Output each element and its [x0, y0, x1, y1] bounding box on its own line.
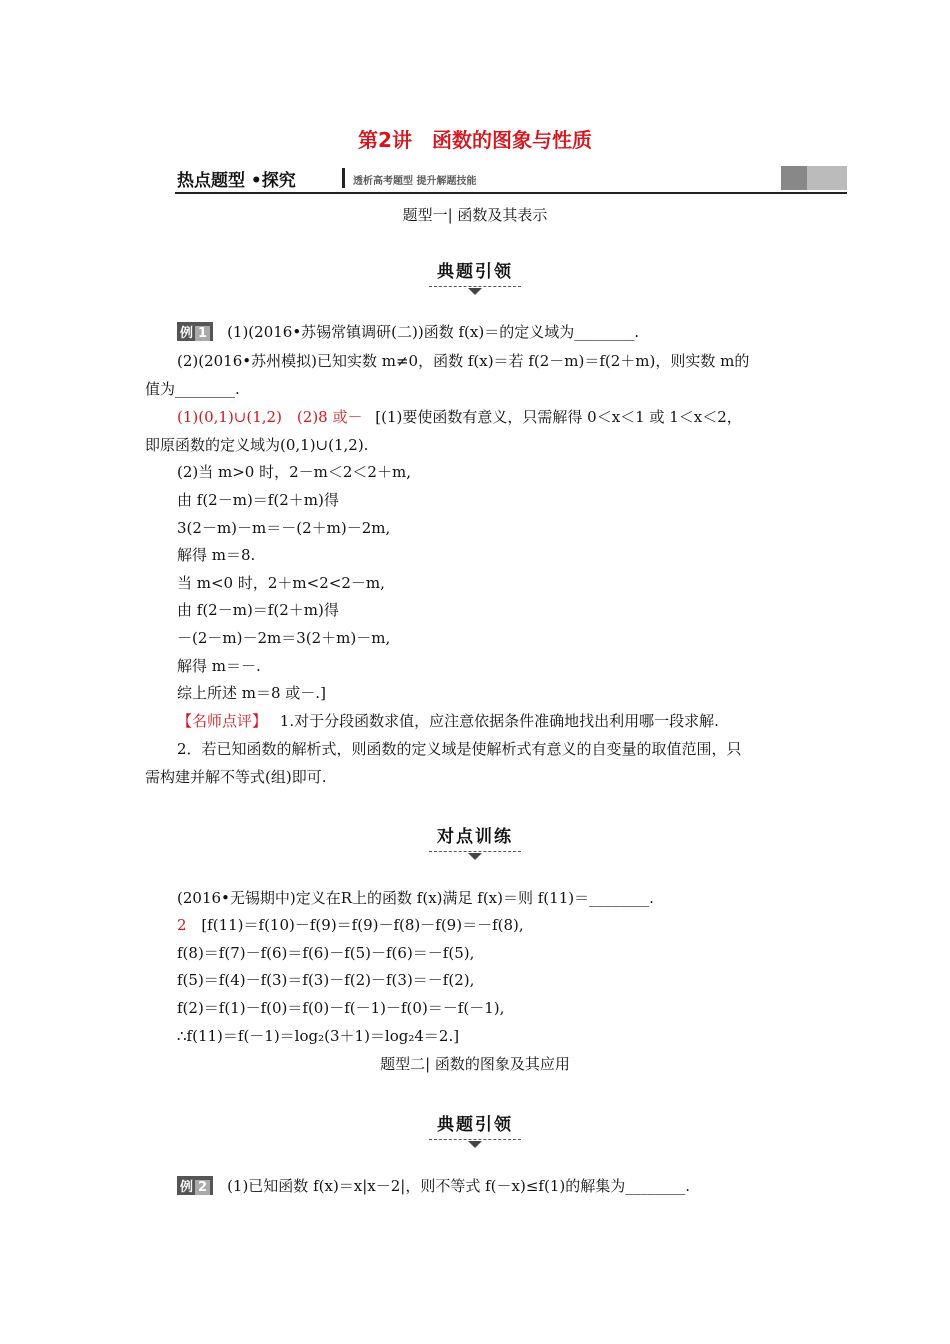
guide-heading-2: [425, 822, 525, 860]
example-1-tag: [177, 322, 213, 341]
solution-line: －(2－m)－2m＝3(2＋m)－m,: [177, 629, 391, 647]
solution-line: (2)当 m>0 时，2－m＜2＜2＋m,: [177, 463, 411, 481]
example-1-question-2b: 值为________.: [145, 380, 240, 398]
example-1-answer: (1)(0,1)∪(1,2) (2)8 或－: [177, 408, 363, 426]
solution-text: [f(11)＝f(10)－f(9)＝f(9)－f(8)－f(9)＝－f(8),: [201, 916, 524, 934]
example-2-tag: [177, 1176, 213, 1195]
guide-heading-1-text: 典题引领: [437, 262, 513, 282]
guide-underline: [429, 851, 521, 852]
solution-line: f(5)＝f(4)－f(3)＝f(3)－f(2)－f(3)＝－f(2),: [177, 971, 475, 989]
solution-line: 即原函数的定义域为(0,1)∪(1,2).: [145, 436, 369, 454]
solution-line: 解得 m＝8.: [177, 546, 256, 564]
triangle-down-icon: [468, 288, 482, 295]
guide-underline: [429, 286, 521, 287]
solution-line: 3(2－m)－m＝－(2＋m)－2m,: [177, 519, 391, 537]
banner-block-dark: [781, 166, 807, 190]
guide-heading-1: [425, 257, 525, 295]
solution-line: 由 f(2－m)＝f(2＋m)得: [177, 491, 339, 509]
triangle-down-icon: [468, 1141, 482, 1148]
example-tag-number: 2: [195, 1180, 210, 1195]
practice-answer: 2: [177, 916, 187, 934]
banner-heading: 热点题型 •探究: [177, 171, 296, 191]
guide-heading-2-text: 对点训练: [437, 827, 513, 847]
teacher-comment-2a: 2．若已知函数的解析式，则函数的定义域是使解析式有意义的自变量的取值范围，只: [177, 740, 742, 758]
teacher-comment-1: [177, 710, 719, 731]
triangle-down-icon: [468, 853, 482, 860]
banner-subheading: 透析高考题型 提升解题技能: [353, 176, 477, 187]
example-tag-label: 例: [180, 1180, 194, 1195]
solution-line: 综上所述 m＝8 或－.]: [177, 684, 326, 702]
section-banner: [175, 166, 847, 194]
section-title-2: 题型二| 函数的图象及其应用: [380, 1055, 570, 1073]
example-1-solution-line-1: [177, 406, 742, 427]
example-tag-number: 1: [195, 326, 210, 341]
section-title-1: 题型一| 函数及其表示: [402, 206, 548, 224]
example-2-q1-text: (1)已知函数 f(x)＝x|x－2|，则不等式 f(－x)≤f(1)的解集为________.: [227, 1177, 690, 1195]
banner-underline: [175, 192, 847, 194]
solution-line: f(8)＝f(7)－f(6)＝f(6)－f(5)－f(6)＝－f(5),: [177, 944, 475, 962]
example-tag-label: 例: [180, 326, 194, 341]
solution-line: 当 m<0 时，2＋m<2<2－m,: [177, 574, 385, 592]
example-1-question-1: [177, 321, 639, 342]
guide-heading-3-text: 典题引领: [437, 1115, 513, 1135]
teacher-comment-label: 【名师点评】: [177, 712, 268, 730]
solution-line: 解得 m＝－.: [177, 657, 261, 675]
solution-line: ∴f(11)＝f(－1)＝log₂(3＋1)＝log₂4＝2.]: [177, 1027, 460, 1045]
example-2-question-1: [177, 1175, 690, 1196]
practice-solution-line-1: [177, 914, 524, 935]
banner-block-light: [807, 166, 847, 190]
practice-question: (2016•无锡期中)定义在R上的函数 f(x)满足 f(x)＝则 f(11)＝________.: [177, 889, 654, 907]
guide-underline: [429, 1139, 521, 1140]
page-title: 第2讲 函数的图象与性质: [358, 128, 592, 152]
example-1-question-2a: (2)(2016•苏州模拟)已知实数 m≠0，函数 f(x)＝若 f(2－m)＝f(2＋m)，则实数 m的: [177, 352, 750, 370]
solution-line: f(2)＝f(1)－f(0)＝f(0)－f(－1)－f(0)＝－f(－1),: [177, 999, 505, 1017]
teacher-comment-text: 1.对于分段函数求值，应注意依据条件准确地找出利用哪一段求解.: [279, 712, 719, 730]
banner-separator: [342, 168, 345, 188]
teacher-comment-2b: 需构建并解不等式(组)即可.: [145, 768, 327, 786]
example-1-q1-text: (1)(2016•苏锡常镇调研(二))函数 f(x)＝的定义域为________.: [227, 323, 639, 341]
solution-line: 由 f(2－m)＝f(2＋m)得: [177, 601, 339, 619]
solution-text: [(1)要使函数有意义，只需解得 0＜x＜1 或 1＜x＜2，: [375, 408, 742, 426]
guide-heading-3: [425, 1110, 525, 1148]
